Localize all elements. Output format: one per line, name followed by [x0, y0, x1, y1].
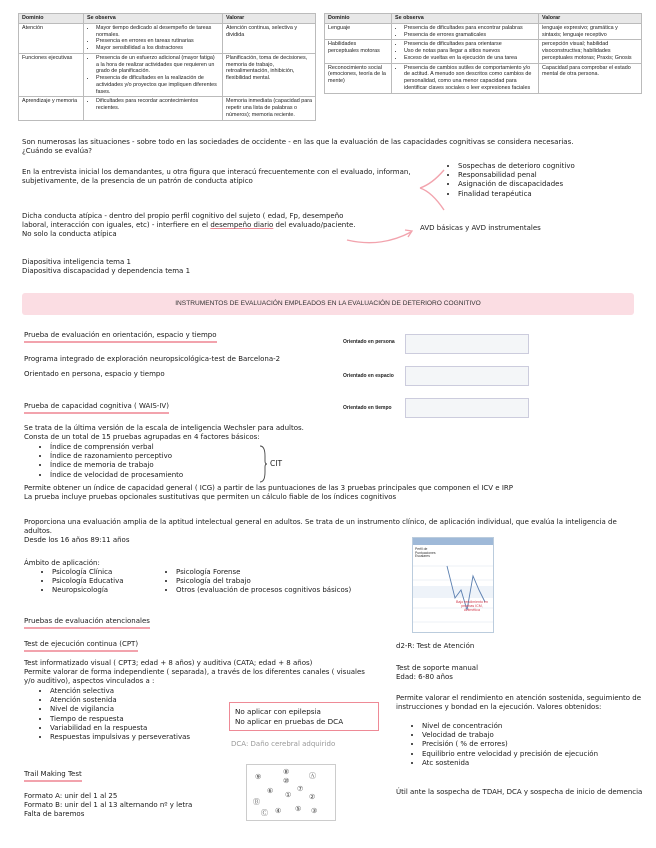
list-item: • Asignación de discapacidades [458, 180, 656, 189]
tmt-title [24, 770, 82, 782]
wais-title [24, 402, 169, 414]
list-item: • Responsabilidad penal [458, 171, 656, 180]
list-item: • Sospechas de deterioro cognitivo [458, 162, 656, 171]
list-item: • Presencia de un esfuerzo adicional (mayor fatiga) a la hora de realizar actividades que requieren un grado de planificación. [96, 55, 219, 75]
list-item: • Índice de razonamiento perceptivo [50, 452, 290, 461]
warning-box [229, 702, 379, 731]
intro-entrevista [22, 168, 412, 186]
section-title: Prueba de evaluación en orientación, espacio y tiempo [24, 331, 217, 343]
list-item: • Nivel de vigilancia [50, 705, 290, 714]
list-item: • Psicología Forense [176, 568, 426, 577]
intro-text-a: Dicha conducta atípica - dentro del propio perfil cognitivo del sujeto ( edad, Fp, desempeño laboral, interacción con iguales, etc) - interfiere en el [22, 212, 344, 230]
table-cell: Funciones ejecutivas [19, 53, 84, 97]
trail-node: ⑩ [283, 778, 290, 785]
trail-node: ⑥ [267, 788, 274, 795]
trail-node: ③ [311, 808, 318, 815]
orient-figure [343, 334, 643, 424]
brace-arrow [418, 160, 448, 220]
table-cell: Reconocimiento social (emociones, teoría de la mente) [325, 63, 392, 93]
table-cell: Atención continua, selectiva y dividida [223, 23, 316, 53]
avd-label: AVD básicas y AVD instrumentales [420, 224, 541, 232]
d2-line: Edad: 6-80 años [396, 673, 453, 682]
list-item: • Índice de comprensión verbal [50, 443, 290, 452]
chart-plot [413, 546, 493, 632]
figure-label: Orientado en tiempo [343, 405, 392, 411]
cpt-line: Permite valorar de forma independiente ( separada), a través de los diferentes canales ( visuales y/o auditivo), aspectos vinculados a : [24, 668, 365, 686]
dca-note: DCA: Daño cerebral adquirido [231, 740, 336, 748]
orient-text [24, 355, 294, 379]
tmt-line: Falta de baremos [24, 810, 85, 819]
table-cell: Planificación, toma de decisiones, memoria de trabajo, retroalimentación, inhibición, flexibilidad mental. [223, 53, 316, 97]
trail-making-figure [246, 764, 336, 821]
tmt-line: Formato A: unir del 1 al 25 [24, 792, 118, 800]
list-item: • Psicología Educativa [52, 577, 182, 586]
list-item: • Nivel de concentración [422, 722, 656, 731]
atenc-title [24, 617, 150, 629]
figure-thumbnail [405, 366, 529, 386]
reasons-list [446, 162, 656, 199]
table-cell [84, 23, 223, 53]
list-item: • Velocidad de trabajo [422, 731, 656, 740]
warning-line: No aplicar con epilepsia [235, 707, 321, 716]
list-item: • Presencia de dificultades para orientarse [404, 41, 535, 48]
orient-line: Orientado en persona, espacio y tiempo [24, 370, 165, 379]
table-row [325, 23, 642, 40]
table-row [19, 53, 316, 97]
list-item: • Tiempo de respuesta [50, 715, 290, 724]
table-cell: lenguaje expresivo; gramática y sintaxis; lenguaje receptivo [539, 23, 642, 40]
wais-line: Permite obtener un índice de capacidad general ( ICG) a partir de las puntuaciones de las 3 pruebas principales que componen el ICV e IRP [24, 484, 513, 492]
wais-index-list [36, 443, 290, 480]
table-cell: Memoria inmediata (capacidad para repetir una lista de palabras o números); memoria reciente. [223, 97, 316, 120]
intro-paragraph: Son numerosas las situaciones - sobre todo en las sociedades de occidente - en las que la evaluación de las capacidades cognitivas se considera necesarias. [22, 138, 574, 146]
table-header: Dominio [325, 14, 392, 24]
table-row [19, 23, 316, 53]
list-item: • Neuropsicología [52, 586, 182, 595]
trail-node: Ⓒ [261, 810, 268, 817]
table-cell: Habilidades perceptuales motoras [325, 40, 392, 63]
list-item: • Variabilidad en la respuesta [50, 724, 290, 733]
wais-scope [24, 518, 644, 546]
section-title: Prueba de capacidad cognitiva ( WAIS-IV) [24, 402, 169, 414]
chart-title: Perfil de Puntuaciones Escalares [415, 547, 436, 559]
figure-thumbnail [405, 398, 529, 418]
wais-line: Desde los 16 años 89:11 años [24, 536, 130, 545]
table-header: Dominio [19, 14, 84, 24]
table-cell [392, 23, 539, 40]
tmt-line: Formato B: unir del 1 al 13 alternando nº y letra [24, 801, 193, 810]
list-item: • Índice de memoria de trabajo [50, 461, 290, 470]
figure-label: Orientado en persona [343, 339, 395, 345]
trail-node: ① [285, 792, 292, 799]
list-item: • Dificultades para recordar acontecimientos recientes. [96, 98, 219, 112]
domain-table-left [18, 13, 316, 121]
trail-node: ④ [275, 808, 282, 815]
d2-title: d2-R: Test de Atención [396, 642, 475, 650]
cpt-title [24, 640, 138, 652]
trail-node: Ⓐ [309, 773, 316, 780]
table-row [19, 97, 316, 120]
list-item: • Mayor sensibilidad a los distractores [96, 45, 219, 52]
diapositiva-ref: Diapositiva discapacidad y dependencia tema 1 [22, 267, 191, 276]
list-item: • Atención sostenida [50, 696, 290, 705]
wais-line: Se trata de la última versión de la escala de inteligencia Wechsler para adultos. [24, 424, 304, 432]
ambito-title: Ámbito de aplicación: [24, 559, 100, 567]
wais-line: Proporciona una evaluación amplia de la aptitud intelectual general en adultos. Se trata de un instrumento clínico, de aplicación individual, que evalúa la inteligencia de adultos. [24, 518, 617, 536]
list-item: • Finalidad terapéutica [458, 190, 656, 199]
list-item: • Exceso de vueltas en la ejecución de una tarea [404, 55, 535, 62]
list-item: • Presencia de dificultades en la realización de actividades y/o proyectos que impliquen diferentes fases. [96, 75, 219, 95]
wais-details [24, 484, 644, 502]
list-item: • Equilibrio entre velocidad y precisión de ejecución [422, 750, 656, 759]
list-item: • Presencia de errores gramaticales [404, 32, 535, 39]
tmt-text [24, 792, 244, 820]
table-cell: Lenguaje [325, 23, 392, 40]
table-header: Se observa [392, 14, 539, 24]
figure-thumbnail [405, 334, 529, 354]
wais-profile-chart [412, 537, 494, 633]
arrow-icon [345, 222, 417, 246]
trail-node: ⑨ [255, 774, 262, 781]
brace-icon [258, 444, 268, 484]
list-item: • Presencia de cambios sutiles de comportamiento y/o de actitud. A menudo son descritos como cambios de personalidad, como una menor capacidad para identificar claves sociales o leer expresiones faciales [404, 65, 535, 92]
orient-line: Programa integrado de exploración neuropsicológica-test de Barcelona-2 [24, 355, 281, 363]
table-row [325, 63, 642, 93]
table-cell: percepción visual; habilidad visoconstructiva; habilidades perceptuales motoras; Praxis; Gnosis [539, 40, 642, 63]
list-item: • Atc sostenida [422, 759, 656, 768]
list-item: • Presencia de dificultades para encontrar palabras [404, 25, 535, 32]
cit-label: CIT [270, 459, 283, 468]
list-item: • Psicología del trabajo [176, 577, 426, 586]
table-cell [84, 97, 223, 120]
table-cell [392, 40, 539, 63]
d2-line: Test de soporte manual [396, 664, 479, 672]
intro-text-b: del evaluado/paciente. No solo la conducta atípica [22, 221, 356, 239]
list-item: • Mayor tiempo dedicado al desempeño de tareas normales. [96, 25, 219, 39]
table-header: Se observa [84, 14, 223, 24]
list-item: • Atención selectiva [50, 687, 290, 696]
intro-paragraph: En la entrevista inicial los demandantes, u otra figura que interacú frecuentemente con el evaluado, informan, subjetivamente, de la presencia de un patrón de conducta atípico [22, 168, 411, 186]
table-header: Valorar [223, 14, 316, 24]
table-header: Valorar [539, 14, 642, 24]
list-item: • Otros (evaluación de procesos cognitivos básicos) [176, 586, 426, 595]
table-cell [392, 63, 539, 93]
cpt-line: Test informatizado visual ( CPT3; edad + 8 años) y auditiva (CATA; edad + 8 años) [24, 659, 313, 667]
table-cell: Capacidad para comprobar el estado mental de otra persona. [539, 63, 642, 93]
domain-table-right [324, 13, 642, 94]
trail-node: ② [309, 794, 316, 801]
warning-line: No aplicar en pruebas de DCA [235, 716, 344, 726]
diapositiva-ref: Diapositiva inteligencia tema 1 [22, 258, 131, 266]
intro-text [22, 138, 634, 156]
intro-underline: desempeño diario [210, 221, 274, 230]
table-cell: Aprendizaje y memoria [19, 97, 84, 120]
d2-description: Permite valorar el rendimiento en atención sostenida, seguimiento de instrucciones y bondad en la ejecución. Valores obtenidos: [396, 694, 642, 712]
diapositivas [22, 258, 190, 276]
trail-node: Ⓑ [253, 799, 260, 806]
chart-note: Bajo rendimiento en pruebas ICM, Aritmética [456, 600, 488, 613]
ambito-list-1 [40, 568, 182, 596]
d2-usage: Útil ante la sospecha de TDAH, DCA y sospecha de inicio de demencia [396, 788, 643, 796]
section-banner: INSTRUMENTOS DE EVALUACIÓN EMPLEADOS EN LA EVALUACIÓN DE DETERIORO COGNITIVO [22, 293, 634, 315]
d2-meta [396, 664, 478, 682]
table-cell [84, 53, 223, 97]
section-title: Pruebas de evaluación atencionales [24, 617, 150, 629]
table-cell: Atención [19, 23, 84, 53]
subsection-title: Test de ejecución continua (CPT) [24, 640, 138, 652]
list-item: • Respuestas impulsivas y perseverativas [50, 733, 290, 742]
list-item: • Psicología Clínica [52, 568, 182, 577]
trail-node: ⑧ [283, 769, 290, 776]
chart-header-bar [413, 538, 493, 545]
orient-title [24, 331, 217, 343]
figure-label: Orientado en espacio [343, 373, 394, 379]
wais-intro [24, 424, 364, 442]
list-item: • Índice de velocidad de procesamiento [50, 471, 290, 480]
wais-line: Consta de un total de 15 pruebas agrupadas en 4 factores básicos: [24, 433, 260, 442]
intro-question: ¿Cuándo se evalúa? [22, 147, 93, 156]
wais-line: La prueba incluye pruebas opcionales sustitutivas que permiten un cálculo fiable de los índices cognitivos [24, 493, 397, 502]
trail-node: ⑦ [297, 786, 304, 793]
ambito-list-2 [164, 568, 426, 596]
intro-conducta [22, 212, 367, 240]
list-item: • Precisión ( % de errores) [422, 740, 656, 749]
list-item: • Presencia en errores en tareas rutinarias [96, 38, 219, 45]
cpt-text [24, 659, 369, 687]
subsection-title: Trail Making Test [24, 770, 82, 782]
trail-node: ⑤ [295, 806, 302, 813]
list-item: • Uso de notas para llegar a sitios nuevos [404, 48, 535, 55]
table-row [325, 40, 642, 63]
d2-values-list [408, 722, 656, 768]
